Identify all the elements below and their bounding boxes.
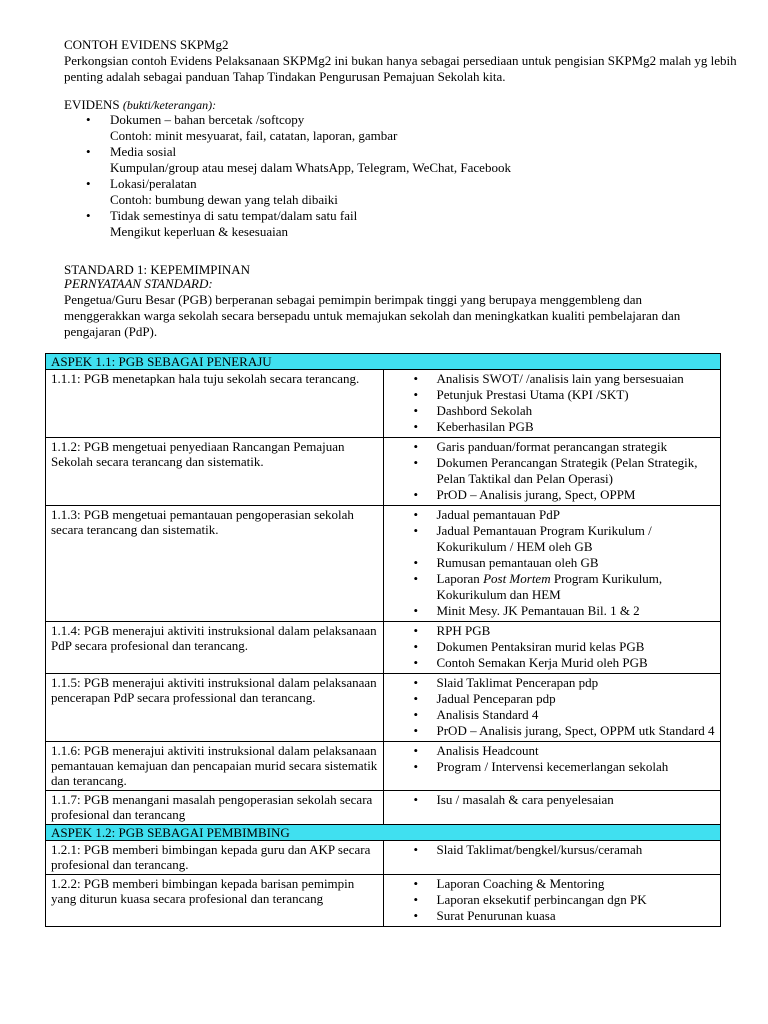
evidence-text: Surat Penurunan kuasa bbox=[436, 908, 556, 923]
evidence-text: Laporan eksekutif perbincangan dgn PK bbox=[436, 892, 647, 907]
evidence-cell bbox=[383, 370, 721, 438]
bullet: • bbox=[413, 403, 419, 418]
bullet: • bbox=[413, 387, 419, 402]
evidens-item bbox=[86, 144, 710, 176]
bullet: • bbox=[413, 876, 419, 891]
evidence-item bbox=[413, 655, 717, 671]
evidens-heading-text: EVIDENS bbox=[64, 97, 120, 112]
evidence-text: Petunjuk Prestasi Utama (KPI /SKT) bbox=[436, 387, 629, 402]
bullet: • bbox=[413, 675, 419, 690]
bullet: • bbox=[413, 603, 419, 618]
evidence-item bbox=[413, 623, 717, 639]
evidence-item bbox=[413, 419, 717, 435]
evidence-cell bbox=[383, 875, 721, 927]
evidens-list bbox=[86, 112, 710, 240]
evidence-cell bbox=[383, 438, 721, 506]
evidence-text: Jadual pemantauan PdP bbox=[436, 507, 560, 522]
evidence-item bbox=[413, 571, 717, 603]
intro-paragraph: Perkongsian contoh Evidens Pelaksanaan SKPMg2 ini bukan hanya sebagai persediaan untuk pengisian SKPMg2 malah yg lebih penting adalah sebagai panduan Tahap Tindakan Pengurusan Pemajuan Sekolah kita. bbox=[64, 53, 737, 84]
bullet: • bbox=[413, 723, 419, 738]
bullet: • bbox=[86, 176, 91, 191]
evidence-text: PrOD – Analisis jurang, Spect, OPPM bbox=[436, 487, 636, 502]
bullet: • bbox=[413, 743, 419, 758]
bullet: • bbox=[413, 842, 419, 857]
aspek-header: ASPEK 1.1: PGB SEBAGAI PENERAJU bbox=[46, 354, 721, 370]
evidence-item bbox=[413, 876, 717, 892]
evidence-cell bbox=[383, 791, 721, 825]
evidence-item bbox=[413, 675, 717, 691]
evidence-cell bbox=[383, 841, 721, 875]
bullet: • bbox=[413, 487, 419, 502]
bullet: • bbox=[413, 523, 419, 538]
bullet: • bbox=[413, 759, 419, 774]
bullet: • bbox=[413, 655, 419, 670]
evidence-item bbox=[413, 892, 717, 908]
bullet: • bbox=[413, 507, 419, 522]
evidence-item bbox=[413, 371, 717, 387]
criterion-cell: 1.1.2: PGB mengetuai penyediaan Rancangan Pemajuan Sekolah secara terancang dan sistematik. bbox=[46, 438, 384, 506]
evidence-list bbox=[389, 371, 717, 435]
standard-statement: Pengetua/Guru Besar (PGB) berperanan sebagai pemimpin berimpak tinggi yang berupaya menggembleng dan menggerakkan warga sekolah secara bersepadu untuk memajukan sekolah dan meningkatkan kualiti pembelajaran dan pengajaran (PdP). bbox=[64, 292, 681, 339]
aspek-header-row bbox=[46, 354, 721, 370]
table-row bbox=[46, 506, 721, 622]
evidence-item bbox=[413, 523, 717, 555]
evidence-item bbox=[413, 792, 717, 808]
evidence-item bbox=[413, 908, 717, 924]
criterion-cell: 1.1.1: PGB menetapkan hala tuju sekolah secara terancang. bbox=[46, 370, 384, 438]
evidence-list bbox=[389, 675, 717, 739]
evidence-cell bbox=[383, 674, 721, 742]
evidence-text: Program Kurikulum, Kokurikulum dan HEM bbox=[436, 571, 663, 602]
evidence-text-italic: Post Mortem bbox=[483, 571, 551, 586]
evidens-heading bbox=[64, 97, 216, 113]
evidens-item-sub: Kumpulan/group atau mesej dalam WhatsApp, Telegram, WeChat, Facebook bbox=[110, 160, 511, 175]
evidence-text: Dokumen Perancangan Strategik (Pelan Strategik, Pelan Taktikal dan Pelan Operasi) bbox=[436, 455, 698, 486]
evidence-list bbox=[389, 876, 717, 924]
aspek-header: ASPEK 1.2: PGB SEBAGAI PEMBIMBING bbox=[46, 825, 721, 841]
evidence-list bbox=[389, 507, 717, 619]
evidence-item bbox=[413, 743, 717, 759]
criterion-cell: 1.2.1: PGB memberi bimbingan kepada guru dan AKP secara profesional dan terancang. bbox=[46, 841, 384, 875]
evidence-item bbox=[413, 387, 717, 403]
evidence-item bbox=[413, 403, 717, 419]
table-row bbox=[46, 742, 721, 791]
evidence-list bbox=[389, 623, 717, 671]
evidence-item bbox=[413, 723, 717, 739]
aspek-header-row bbox=[46, 825, 721, 841]
bullet: • bbox=[413, 571, 419, 586]
criterion-cell: 1.2.2: PGB memberi bimbingan kepada barisan pemimpin yang diturun kuasa secara profesional dan terancang bbox=[46, 875, 384, 927]
evidence-cell bbox=[383, 622, 721, 674]
aspek-table bbox=[45, 353, 721, 927]
bullet: • bbox=[413, 371, 419, 386]
evidence-list bbox=[389, 792, 717, 808]
standard-subtitle: PERNYATAAN STANDARD: bbox=[64, 276, 213, 291]
criterion-cell: 1.1.5: PGB menerajui aktiviti instruksional dalam pelaksanaan pencerapan PdP secara professional dan terancang. bbox=[46, 674, 384, 742]
evidence-text: Analisis SWOT/ /analisis lain yang bersesuaian bbox=[436, 371, 684, 386]
evidence-list bbox=[389, 842, 717, 858]
evidence-text: Jadual Pemantauan Program Kurikulum / Kokurikulum / HEM oleh GB bbox=[436, 523, 652, 554]
table-row bbox=[46, 841, 721, 875]
evidens-item-sub: Contoh: bumbung dewan yang telah dibaiki bbox=[110, 192, 338, 207]
evidens-item-sub: Mengikut keperluan & kesesuaian bbox=[110, 224, 288, 239]
evidence-item bbox=[413, 842, 717, 858]
table-row bbox=[46, 438, 721, 506]
bullet: • bbox=[413, 908, 419, 923]
evidens-item-main: Tidak semestinya di satu tempat/dalam satu fail bbox=[110, 208, 358, 223]
evidence-text: Garis panduan/format perancangan strategik bbox=[436, 439, 668, 454]
evidence-text: Slaid Taklimat/bengkel/kursus/ceramah bbox=[436, 842, 643, 857]
evidence-text: Jadual Penceparan pdp bbox=[436, 691, 556, 706]
evidens-note: (bukti/keterangan): bbox=[122, 98, 217, 112]
evidence-list bbox=[389, 743, 717, 775]
evidens-item-main: Dokumen – bahan bercetak /softcopy bbox=[110, 112, 305, 127]
bullet: • bbox=[413, 707, 419, 722]
evidence-text: Keberhasilan PGB bbox=[436, 419, 534, 434]
bullet: • bbox=[413, 419, 419, 434]
evidens-item-main: Lokasi/peralatan bbox=[110, 176, 197, 191]
bullet: • bbox=[413, 892, 419, 907]
evidence-item bbox=[413, 707, 717, 723]
evidence-item bbox=[413, 759, 717, 775]
evidens-item bbox=[86, 208, 710, 240]
evidence-item bbox=[413, 603, 717, 619]
evidens-item bbox=[86, 176, 710, 208]
evidence-text: Dashbord Sekolah bbox=[436, 403, 533, 418]
evidence-text: PrOD – Analisis jurang, Spect, OPPM utk Standard 4 bbox=[436, 723, 715, 738]
evidence-cell bbox=[383, 506, 721, 622]
bullet: • bbox=[86, 144, 91, 159]
evidence-text: Dokumen Pentaksiran murid kelas PGB bbox=[436, 639, 645, 654]
table-row bbox=[46, 875, 721, 927]
evidens-item bbox=[86, 112, 710, 144]
evidence-text: Slaid Taklimat Pencerapan pdp bbox=[436, 675, 599, 690]
evidence-text: Program / Intervensi kecemerlangan sekolah bbox=[436, 759, 669, 774]
criterion-cell: 1.1.6: PGB menerajui aktiviti instruksional dalam pelaksanaan pemantauan kemajuan dan pencapaian murid secara sistematik dan terancang. bbox=[46, 742, 384, 791]
evidence-list bbox=[389, 439, 717, 503]
evidence-text: RPH PGB bbox=[436, 623, 491, 638]
evidence-item bbox=[413, 691, 717, 707]
bullet: • bbox=[86, 112, 91, 127]
standard-title: STANDARD 1: KEPEMIMPINAN bbox=[64, 262, 251, 277]
evidence-item bbox=[413, 639, 717, 655]
criterion-cell: 1.1.3: PGB mengetuai pemantauan pengoperasian sekolah secara terancang dan sistematik. bbox=[46, 506, 384, 622]
evidence-text: Rumusan pemantauan oleh GB bbox=[436, 555, 599, 570]
evidence-item bbox=[413, 487, 717, 503]
table-row bbox=[46, 622, 721, 674]
evidence-text: Laporan Coaching & Mentoring bbox=[436, 876, 605, 891]
table-row bbox=[46, 674, 721, 742]
evidens-item-sub: Contoh: minit mesyuarat, fail, catatan, laporan, gambar bbox=[110, 128, 398, 143]
table-row bbox=[46, 370, 721, 438]
document-title: CONTOH EVIDENS SKPMg2 bbox=[64, 37, 229, 52]
evidence-cell bbox=[383, 742, 721, 791]
evidence-item bbox=[413, 555, 717, 571]
criterion-cell: 1.1.7: PGB menangani masalah pengoperasian sekolah secara profesional dan terancang bbox=[46, 791, 384, 825]
bullet: • bbox=[413, 623, 419, 638]
evidens-item-main: Media sosial bbox=[110, 144, 177, 159]
evidence-text: Analisis Standard 4 bbox=[436, 707, 539, 722]
evidence-item bbox=[413, 439, 717, 455]
evidence-item bbox=[413, 455, 717, 487]
bullet: • bbox=[413, 555, 419, 570]
bullet: • bbox=[413, 792, 419, 807]
bullet: • bbox=[413, 455, 419, 470]
evidence-text: Minit Mesy. JK Pemantauan Bil. 1 & 2 bbox=[436, 603, 640, 618]
bullet: • bbox=[413, 439, 419, 454]
bullet: • bbox=[413, 639, 419, 654]
bullet: • bbox=[413, 691, 419, 706]
evidence-text: Laporan bbox=[436, 571, 484, 586]
evidence-item bbox=[413, 507, 717, 523]
table-row bbox=[46, 791, 721, 825]
evidence-text: Analisis Headcount bbox=[436, 743, 539, 758]
evidence-text: Contoh Semakan Kerja Murid oleh PGB bbox=[436, 655, 648, 670]
evidence-text: Isu / masalah & cara penyelesaian bbox=[436, 792, 614, 807]
criterion-cell: 1.1.4: PGB menerajui aktiviti instruksional dalam pelaksanaan PdP secara profesional dan terancang. bbox=[46, 622, 384, 674]
bullet: • bbox=[86, 208, 91, 223]
